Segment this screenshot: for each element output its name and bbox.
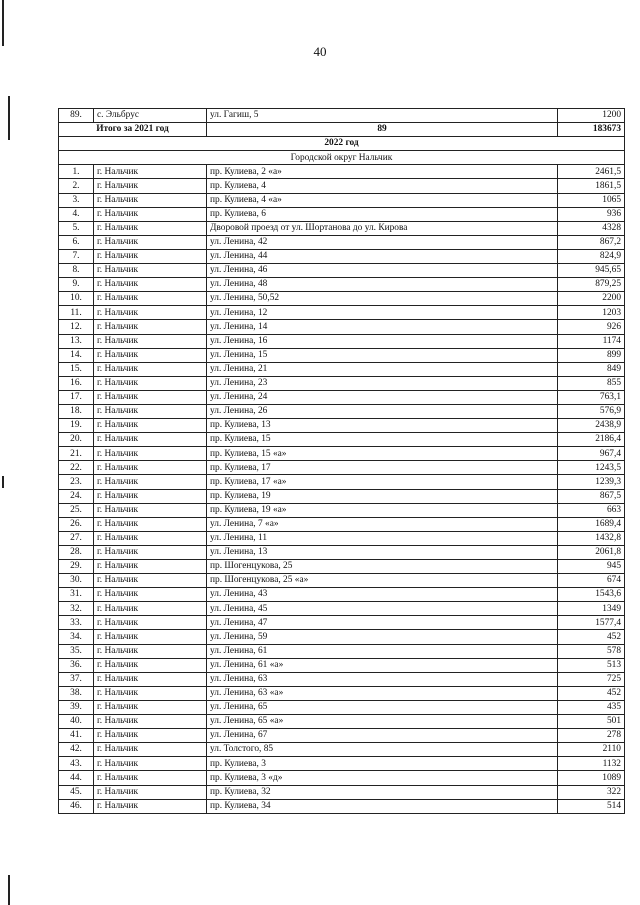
table-row [59, 630, 625, 644]
total-label: Итого за 2021 год [59, 123, 207, 137]
table-row [59, 503, 625, 517]
binding-mark-lower [2, 476, 4, 488]
row-value: 514 [558, 799, 625, 813]
row-address: ул. Ленина, 45 [207, 602, 558, 616]
table-row [59, 461, 625, 475]
row-city: г. Нальчик [94, 419, 207, 433]
row-city: г. Нальчик [94, 757, 207, 771]
row-value: 1203 [558, 306, 625, 320]
row-address: ул. Ленина, 21 [207, 362, 558, 376]
row-number: 41. [59, 729, 94, 743]
row-number: 8. [59, 264, 94, 278]
row-city: г. Нальчик [94, 489, 207, 503]
row-number: 5. [59, 221, 94, 235]
row-city: г. Нальчик [94, 630, 207, 644]
table-row [59, 545, 625, 559]
row-value: 1132 [558, 757, 625, 771]
table-row [59, 278, 625, 292]
row-number: 33. [59, 616, 94, 630]
row-number: 26. [59, 517, 94, 531]
table-row [59, 588, 625, 602]
row-address: ул. Ленина, 48 [207, 278, 558, 292]
row-number: 24. [59, 489, 94, 503]
row-city: г. Нальчик [94, 348, 207, 362]
row-address: ул. Ленина, 23 [207, 376, 558, 390]
row-value: 967,4 [558, 447, 625, 461]
row-city: г. Нальчик [94, 390, 207, 404]
table-row [59, 715, 625, 729]
row-city: г. Нальчик [94, 447, 207, 461]
table-row [59, 390, 625, 404]
row-city: г. Нальчик [94, 362, 207, 376]
row-address: ул. Толстого, 85 [207, 743, 558, 757]
row-city: г. Нальчик [94, 771, 207, 785]
row-number: 39. [59, 700, 94, 714]
row-city: г. Нальчик [94, 278, 207, 292]
row-number: 10. [59, 292, 94, 306]
row-address: ул. Ленина, 13 [207, 545, 558, 559]
table-row [59, 235, 625, 249]
table-row [59, 447, 625, 461]
row-value: 945 [558, 560, 625, 574]
row-value: 936 [558, 207, 625, 221]
row-number: 31. [59, 588, 94, 602]
page-number: 40 [313, 44, 327, 59]
table-row [59, 334, 625, 348]
row-value: 1065 [558, 193, 625, 207]
table-row [59, 109, 625, 123]
total-row [59, 123, 625, 137]
table-row [59, 292, 625, 306]
row-city: г. Нальчик [94, 616, 207, 630]
row-value: 867,2 [558, 235, 625, 249]
row-address: ул. Ленина, 61 «а» [207, 658, 558, 672]
table-row [59, 700, 625, 714]
row-value: 945,65 [558, 264, 625, 278]
row-city: г. Нальчик [94, 433, 207, 447]
row-city: г. Нальчик [94, 249, 207, 263]
row-value: 1243,5 [558, 461, 625, 475]
row-city: г. Нальчик [94, 179, 207, 193]
row-value: 1349 [558, 602, 625, 616]
row-number: 36. [59, 658, 94, 672]
table-row [59, 320, 625, 334]
year-header: 2022 год [59, 137, 625, 151]
row-city: г. Нальчик [94, 531, 207, 545]
row-value: 867,5 [558, 489, 625, 503]
binding-mark-middle [8, 96, 10, 140]
row-address: ул. Ленина, 7 «а» [207, 517, 558, 531]
row-number: 42. [59, 743, 94, 757]
row-number: 13. [59, 334, 94, 348]
row-number: 12. [59, 320, 94, 334]
row-number: 16. [59, 376, 94, 390]
row-value: 899 [558, 348, 625, 362]
row-value: 1689,4 [558, 517, 625, 531]
row-number: 14. [59, 348, 94, 362]
row-value: 1577,4 [558, 616, 625, 630]
row-number: 21. [59, 447, 94, 461]
row-address: пр. Кулиева, 19 «а» [207, 503, 558, 517]
row-value: 2061,8 [558, 545, 625, 559]
row-address: ул. Ленина, 65 «а» [207, 715, 558, 729]
row-value: 926 [558, 320, 625, 334]
row-city: с. Эльбрус [94, 109, 207, 123]
table-row [59, 658, 625, 672]
row-address: ул. Ленина, 47 [207, 616, 558, 630]
row-value: 2461,5 [558, 165, 625, 179]
table-row [59, 799, 625, 813]
row-address: ул. Ленина, 63 [207, 672, 558, 686]
row-address: ул. Ленина, 42 [207, 235, 558, 249]
row-address: ул. Ленина, 26 [207, 404, 558, 418]
row-number: 89. [59, 109, 94, 123]
table-row [59, 757, 625, 771]
row-value: 725 [558, 672, 625, 686]
row-number: 4. [59, 207, 94, 221]
row-city: г. Нальчик [94, 658, 207, 672]
row-number: 9. [59, 278, 94, 292]
row-city: г. Нальчик [94, 320, 207, 334]
row-number: 29. [59, 560, 94, 574]
table-row [59, 785, 625, 799]
table-row [59, 489, 625, 503]
row-value: 1174 [558, 334, 625, 348]
row-number: 18. [59, 404, 94, 418]
row-address: ул. Ленина, 14 [207, 320, 558, 334]
row-number: 15. [59, 362, 94, 376]
row-address: пр. Кулиева, 4 «а» [207, 193, 558, 207]
row-city: г. Нальчик [94, 306, 207, 320]
row-address: ул. Ленина, 24 [207, 390, 558, 404]
binding-mark-top [2, 0, 4, 46]
table-row [59, 616, 625, 630]
row-city: г. Нальчик [94, 743, 207, 757]
row-city: г. Нальчик [94, 799, 207, 813]
row-value: 2110 [558, 743, 625, 757]
row-city: г. Нальчик [94, 672, 207, 686]
row-number: 7. [59, 249, 94, 263]
row-address: пр. Шогенцукова, 25 «а» [207, 574, 558, 588]
table-row [59, 165, 625, 179]
row-address: ул. Ленина, 12 [207, 306, 558, 320]
row-city: г. Нальчик [94, 729, 207, 743]
table-row [59, 475, 625, 489]
row-address: пр. Кулиева, 19 [207, 489, 558, 503]
row-value: 578 [558, 644, 625, 658]
row-address: пр. Кулиева, 3 «д» [207, 771, 558, 785]
row-value: 501 [558, 715, 625, 729]
row-city: г. Нальчик [94, 404, 207, 418]
row-address: ул. Ленина, 65 [207, 700, 558, 714]
row-value: 879,25 [558, 278, 625, 292]
row-number: 28. [59, 545, 94, 559]
table-row [59, 249, 625, 263]
row-city: г. Нальчик [94, 545, 207, 559]
row-number: 38. [59, 686, 94, 700]
buildings-table [58, 108, 625, 814]
row-city: г. Нальчик [94, 644, 207, 658]
table-row [59, 348, 625, 362]
row-address: ул. Ленина, 59 [207, 630, 558, 644]
row-number: 22. [59, 461, 94, 475]
row-address: пр. Шогенцукова, 25 [207, 560, 558, 574]
row-number: 11. [59, 306, 94, 320]
row-value: 849 [558, 362, 625, 376]
table-row [59, 743, 625, 757]
row-address: пр. Кулиева, 34 [207, 799, 558, 813]
row-value: 674 [558, 574, 625, 588]
row-city: г. Нальчик [94, 193, 207, 207]
row-address: пр. Кулиева, 13 [207, 419, 558, 433]
row-value: 278 [558, 729, 625, 743]
year-header-row [59, 137, 625, 151]
table-row [59, 644, 625, 658]
row-address: пр. Кулиева, 6 [207, 207, 558, 221]
row-city: г. Нальчик [94, 376, 207, 390]
row-address: ул. Ленина, 43 [207, 588, 558, 602]
row-value: 663 [558, 503, 625, 517]
row-number: 32. [59, 602, 94, 616]
row-address: пр. Кулиева, 2 «а» [207, 165, 558, 179]
row-city: г. Нальчик [94, 475, 207, 489]
row-address: ул. Ленина, 15 [207, 348, 558, 362]
table-row [59, 517, 625, 531]
row-address: ул. Ленина, 63 «а» [207, 686, 558, 700]
row-number: 17. [59, 390, 94, 404]
row-value: 1861,5 [558, 179, 625, 193]
row-city: г. Нальчик [94, 221, 207, 235]
row-address: пр. Кулиева, 17 «а» [207, 475, 558, 489]
row-number: 27. [59, 531, 94, 545]
row-value: 322 [558, 785, 625, 799]
row-city: г. Нальчик [94, 264, 207, 278]
row-value: 1432,8 [558, 531, 625, 545]
row-city: г. Нальчик [94, 165, 207, 179]
row-city: г. Нальчик [94, 461, 207, 475]
table-row [59, 419, 625, 433]
row-city: г. Нальчик [94, 503, 207, 517]
row-number: 6. [59, 235, 94, 249]
row-number: 3. [59, 193, 94, 207]
table-row [59, 207, 625, 221]
binding-mark-bottom [8, 875, 10, 905]
row-value: 2438,9 [558, 419, 625, 433]
row-number: 43. [59, 757, 94, 771]
row-city: г. Нальчик [94, 334, 207, 348]
row-value: 4328 [558, 221, 625, 235]
row-address: ул. Ленина, 67 [207, 729, 558, 743]
table-row [59, 193, 625, 207]
row-value: 1200 [558, 109, 625, 123]
row-city: г. Нальчик [94, 588, 207, 602]
row-address: пр. Кулиева, 3 [207, 757, 558, 771]
row-city: г. Нальчик [94, 715, 207, 729]
row-number: 40. [59, 715, 94, 729]
district-header: Городской округ Нальчик [59, 151, 625, 165]
row-value: 2186,4 [558, 433, 625, 447]
district-header-row [59, 151, 625, 165]
table-row [59, 306, 625, 320]
table-row [59, 672, 625, 686]
row-number: 45. [59, 785, 94, 799]
row-value: 1543,6 [558, 588, 625, 602]
table-row [59, 362, 625, 376]
row-number: 23. [59, 475, 94, 489]
row-address: ул. Ленина, 46 [207, 264, 558, 278]
table-row [59, 433, 625, 447]
row-address: ул. Ленина, 11 [207, 531, 558, 545]
row-value: 452 [558, 686, 625, 700]
row-address: ул. Ленина, 61 [207, 644, 558, 658]
table-row [59, 179, 625, 193]
row-value: 576,9 [558, 404, 625, 418]
row-city: г. Нальчик [94, 517, 207, 531]
row-address: пр. Кулиева, 32 [207, 785, 558, 799]
row-number: 34. [59, 630, 94, 644]
table-row [59, 602, 625, 616]
table-row [59, 264, 625, 278]
row-value: 2200 [558, 292, 625, 306]
row-value: 435 [558, 700, 625, 714]
row-address: Дворовой проезд от ул. Шортанова до ул. Кирова [207, 221, 558, 235]
row-number: 1. [59, 165, 94, 179]
row-city: г. Нальчик [94, 602, 207, 616]
row-number: 44. [59, 771, 94, 785]
row-number: 2. [59, 179, 94, 193]
row-city: г. Нальчик [94, 235, 207, 249]
row-address: пр. Кулиева, 4 [207, 179, 558, 193]
row-city: г. Нальчик [94, 574, 207, 588]
row-number: 30. [59, 574, 94, 588]
row-address: пр. Кулиева, 17 [207, 461, 558, 475]
table-row [59, 771, 625, 785]
row-city: г. Нальчик [94, 560, 207, 574]
table-row [59, 574, 625, 588]
row-number: 35. [59, 644, 94, 658]
row-address: пр. Кулиева, 15 «а» [207, 447, 558, 461]
row-city: г. Нальчик [94, 292, 207, 306]
row-address: ул. Ленина, 44 [207, 249, 558, 263]
total-count: 89 [207, 123, 558, 137]
table-row [59, 686, 625, 700]
row-number: 46. [59, 799, 94, 813]
row-number: 37. [59, 672, 94, 686]
row-value: 1239,3 [558, 475, 625, 489]
table-row [59, 560, 625, 574]
row-address: ул. Ленина, 50,52 [207, 292, 558, 306]
table-body [59, 109, 625, 814]
row-value: 824,9 [558, 249, 625, 263]
table-row [59, 531, 625, 545]
row-city: г. Нальчик [94, 785, 207, 799]
row-city: г. Нальчик [94, 686, 207, 700]
table-row [59, 404, 625, 418]
row-address: ул. Гагиш, 5 [207, 109, 558, 123]
table-row [59, 376, 625, 390]
table-row [59, 221, 625, 235]
row-address: ул. Ленина, 16 [207, 334, 558, 348]
row-value: 452 [558, 630, 625, 644]
row-number: 20. [59, 433, 94, 447]
row-address: пр. Кулиева, 15 [207, 433, 558, 447]
row-value: 763,1 [558, 390, 625, 404]
row-number: 25. [59, 503, 94, 517]
row-city: г. Нальчик [94, 207, 207, 221]
row-city: г. Нальчик [94, 700, 207, 714]
row-value: 1089 [558, 771, 625, 785]
row-value: 855 [558, 376, 625, 390]
row-number: 19. [59, 419, 94, 433]
table-row [59, 729, 625, 743]
row-value: 513 [558, 658, 625, 672]
total-value: 183673 [558, 123, 625, 137]
